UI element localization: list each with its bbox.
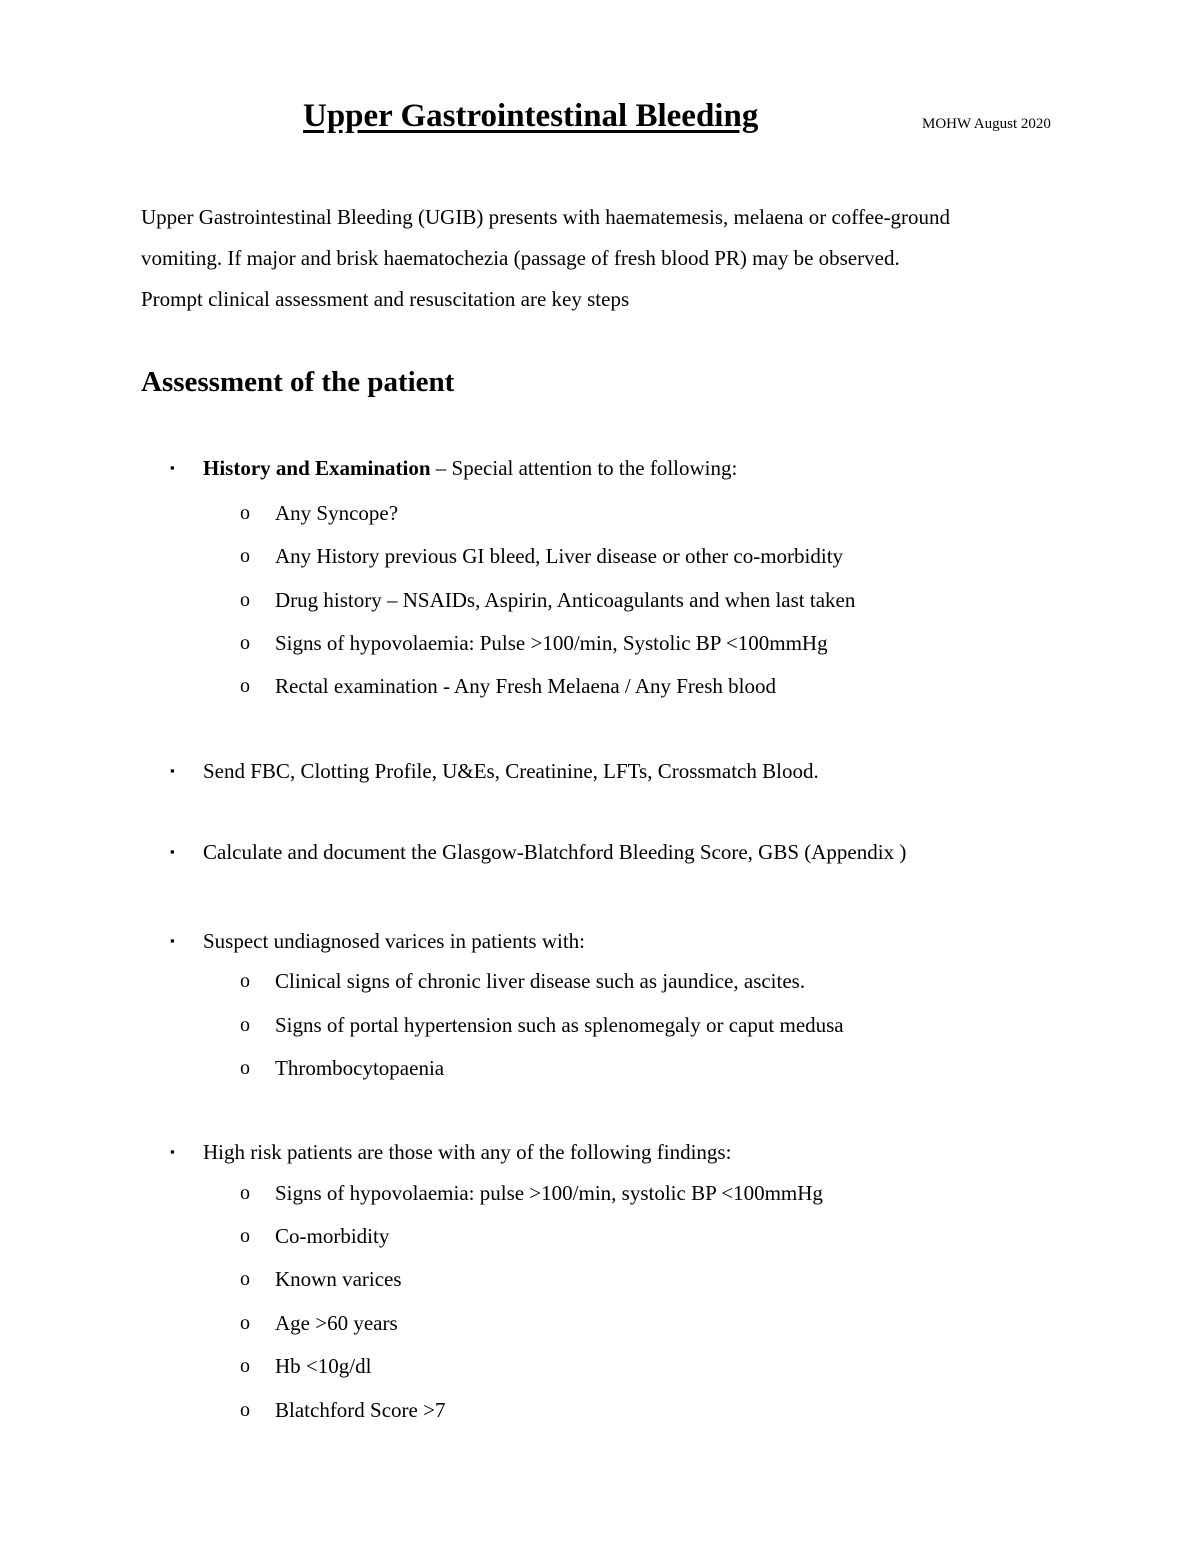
bullet-text <box>203 455 737 481</box>
sub-marker: o <box>240 1014 250 1036</box>
bullet-text: High risk patients are those with any of the following findings: <box>203 1140 732 1164</box>
bullet-marker: ▪ <box>170 844 175 859</box>
bullet-marker: ▪ <box>170 460 175 475</box>
sub-item-text: Any History previous GI bleed, Liver disease or other co-morbidity <box>275 544 844 568</box>
sub-marker: o <box>240 1355 250 1377</box>
sub-marker: o <box>240 632 250 654</box>
section-heading: Assessment of the patient <box>141 366 455 398</box>
bullet-text: Suspect undiagnosed varices in patients with: <box>203 929 586 953</box>
sub-item-text: Co-morbidity <box>275 1224 390 1248</box>
document-date-note: MOHW August 2020 <box>922 116 1051 132</box>
intro-line: vomiting. If major and brisk haematochezia (passage of fresh blood PR) may be observed. <box>141 246 900 270</box>
sub-marker: o <box>240 1182 250 1204</box>
intro-paragraph <box>141 197 1081 320</box>
sub-item-text: Signs of hypovolaemia: Pulse >100/min, Systolic BP <100mmHg <box>275 631 828 655</box>
document-title: Upper Gastrointestinal Bleeding <box>303 98 759 134</box>
sub-item-text: Age >60 years <box>275 1311 398 1335</box>
sub-marker: o <box>240 1399 250 1421</box>
sub-marker: o <box>240 675 250 697</box>
sub-marker: o <box>240 1268 250 1290</box>
bullet-rest-text: – Special attention to the following: <box>430 456 738 480</box>
bullet-text: Calculate and document the Glasgow-Blatchford Bleeding Score, GBS (Appendix ) <box>203 840 907 864</box>
bullet-text: Send FBC, Clotting Profile, U&Es, Creatinine, LFTs, Crossmatch Blood. <box>203 759 819 783</box>
bullet-bold-label: History and Examination <box>203 456 431 480</box>
intro-line: Prompt clinical assessment and resuscitation are key steps <box>141 287 630 311</box>
sub-marker: o <box>240 1225 250 1247</box>
sub-item-text: Signs of portal hypertension such as splenomegaly or caput medusa <box>275 1013 844 1037</box>
sub-marker: o <box>240 970 250 992</box>
intro-line: Upper Gastrointestinal Bleeding (UGIB) presents with haematemesis, melaena or coffee-ground <box>141 205 951 229</box>
sub-marker: o <box>240 502 250 524</box>
sub-item-text: Drug history – NSAIDs, Aspirin, Anticoagulants and when last taken <box>275 588 856 612</box>
sub-item-text: Signs of hypovolaemia: pulse >100/min, systolic BP <100mmHg <box>275 1181 823 1205</box>
sub-item-text: Rectal examination - Any Fresh Melaena / Any Fresh blood <box>275 674 776 698</box>
sub-marker: o <box>240 589 250 611</box>
sub-item-text: Blatchford Score >7 <box>275 1398 446 1422</box>
sub-item-text: Known varices <box>275 1267 402 1291</box>
sub-item-text: Hb <10g/dl <box>275 1354 372 1378</box>
bullet-marker: ▪ <box>170 763 175 778</box>
bullet-marker: ▪ <box>170 1144 175 1159</box>
sub-marker: o <box>240 545 250 567</box>
sub-item-text: Clinical signs of chronic liver disease such as jaundice, ascites. <box>275 969 806 993</box>
sub-marker: o <box>240 1057 250 1079</box>
sub-marker: o <box>240 1312 250 1334</box>
bullet-marker: ▪ <box>170 933 175 948</box>
sub-item-text: Thrombocytopaenia <box>275 1056 445 1080</box>
sub-item-text: Any Syncope? <box>275 501 399 525</box>
